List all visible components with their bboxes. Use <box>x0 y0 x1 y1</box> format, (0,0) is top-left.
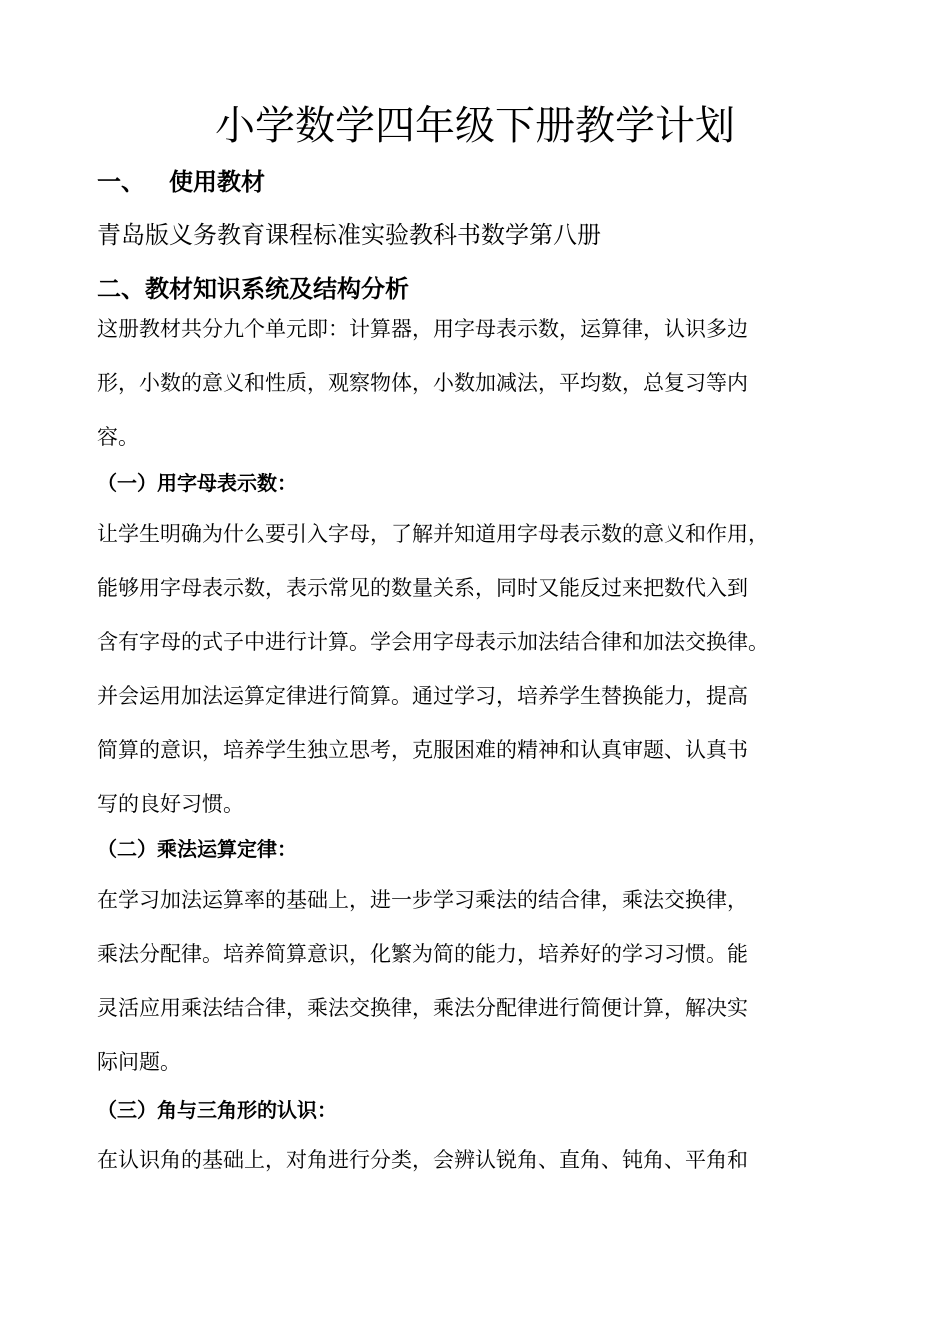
subsection-2-heading: （二）乘法运算定律： <box>97 837 297 861</box>
paragraph-line: 简算的意识，培养学生独立思考，克服困难的精神和认真审题、认真书 <box>97 738 748 762</box>
section-2-intro <box>97 314 877 476</box>
subsection-3-body <box>97 1145 877 1199</box>
subsection-3-heading: （三）角与三角形的认识： <box>97 1098 337 1122</box>
section-1-content: 青岛版义务教育课程标准实验教科书数学第八册 <box>97 221 601 249</box>
paragraph-line: 让学生明确为什么要引入字母，了解并知道用字母表示数的意义和作用， <box>97 522 769 546</box>
paragraph-line: 这册教材共分九个单元即：计算器，用字母表示数，运算律，认识多边 <box>97 317 748 341</box>
subsection-1-heading: （一）用字母表示数： <box>97 471 297 495</box>
paragraph-line: 乘法分配律。培养简算意识，化繁为简的能力，培养好的学习习惯。能 <box>97 942 748 966</box>
section-1-title: 使用教材 <box>169 168 265 196</box>
subsection-1-body <box>97 519 877 843</box>
paragraph-line: 并会运用加法运算定律进行简算。通过学习，培养学生替换能力，提高 <box>97 684 748 708</box>
paragraph-line: 容。 <box>97 425 139 449</box>
paragraph-line: 能够用字母表示数，表示常见的数量关系，同时又能反过来把数代入到 <box>97 576 748 600</box>
paragraph-line: 形，小数的意义和性质，观察物体，小数加减法，平均数，总复习等内 <box>97 371 748 395</box>
paragraph-line: 含有字母的式子中进行计算。学会用字母表示加法结合律和加法交换律。 <box>97 630 769 654</box>
paragraph-line: 在学习加法运算率的基础上，进一步学习乘法的结合律，乘法交换律， <box>97 888 748 912</box>
section-1-number: 一、 <box>97 168 145 196</box>
paragraph-line: 际问题。 <box>97 1050 181 1074</box>
section-1-heading <box>97 165 265 199</box>
section-2-heading: 二、教材知识系统及结构分析 <box>97 275 409 303</box>
subsection-2-body <box>97 885 877 1101</box>
paragraph-line: 在认识角的基础上，对角进行分类，会辨认锐角、直角、钝角、平角和 <box>97 1148 748 1172</box>
paragraph-line: 灵活应用乘法结合律，乘法交换律，乘法分配律进行简便计算，解决实 <box>97 996 748 1020</box>
page-title: 小学数学四年级下册教学计划 <box>215 103 735 149</box>
paragraph-line: 写的良好习惯。 <box>97 792 244 816</box>
